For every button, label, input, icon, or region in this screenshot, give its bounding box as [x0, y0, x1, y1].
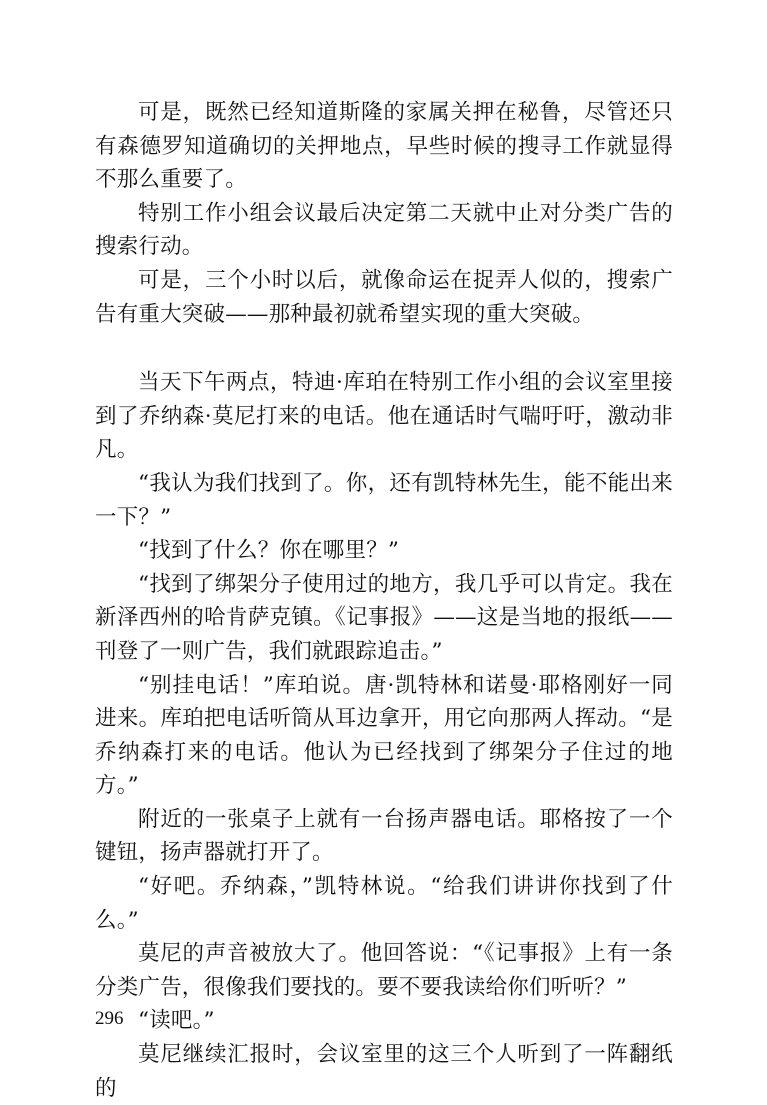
paragraph: “找到了什么？你在哪里？”	[138, 538, 400, 564]
book-page-body	[95, 96, 673, 1105]
paragraph: 可是，既然已经知道斯隆的家属关押在秘鲁，尽管还只有森德罗知道确切的关押地点，早些时候的搜寻工作就显得不那么重要了。	[95, 100, 673, 193]
paragraph: “我认为我们找到了。你，还有凯特林先生，能不能出来一下？”	[95, 470, 673, 530]
paragraph: 莫尼的声音被放大了。他回答说：“《记事报》上有一条分类广告，很像我们要找的。要不要我读给你们听听？”	[95, 941, 673, 1000]
paragraph: 附近的一张桌子上就有一台扬声器电话。耶格按了一个键钮，扬声器就打开了。	[95, 806, 673, 866]
paragraph: “读吧。”	[138, 1008, 215, 1034]
paragraph: 莫尼继续汇报时，会议室里的这三个人听到了一阵翻纸的	[95, 1042, 673, 1101]
paragraph: “别挂电话！”库珀说。唐·凯特林和诺曼·耶格刚好一同进来。库珀把电话听筒从耳边拿开，用它向那两人挥动。“是乔纳森打来的电话。他认为已经找到了绑架分子住过的地方。”	[95, 672, 673, 799]
paragraph: 可是，三个小时以后，就像命运在捉弄人似的，搜索广告有重大突破——那种最初就希望实现的重大突破。	[95, 267, 673, 327]
section-break	[95, 331, 673, 366]
paragraph: 特别工作小组会议最后决定第二天就中止对分类广告的搜索行动。	[95, 200, 673, 260]
paragraph: “找到了绑架分子使用过的地方，我几乎可以肯定。我在新泽西州的哈肯萨克镇。《记事报》——这是当地的报纸——刊登了一则广告，我们就跟踪追击。”	[95, 571, 673, 664]
paragraph: “好吧。乔纳森，”凯特林说。“给我们讲讲你找到了什么。”	[95, 874, 673, 933]
paragraph: 当天下午两点，特迪·库珀在特别工作小组的会议室里接到了乔纳森·莫尼打来的电话。他在通话时气喘吁吁，激动非凡。	[95, 370, 673, 463]
page-number: 296	[95, 1008, 124, 1029]
